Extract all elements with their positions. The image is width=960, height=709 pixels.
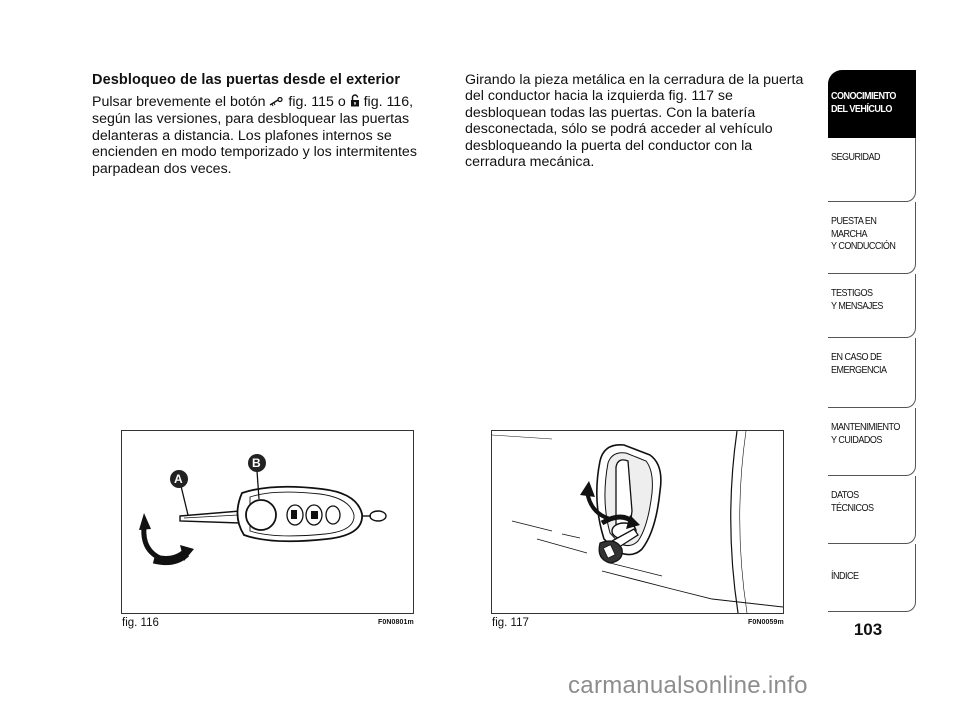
unlock-text-2: fig. 115 o <box>284 94 350 110</box>
tab-datos-tecnicos[interactable] <box>828 476 916 544</box>
section-heading: Desbloqueo de las puertas desde el exterior <box>92 72 401 88</box>
unlock-text-3: fig. 116, según las versiones, para desbloquear las puertas delanteras a distancia. Los plafones internos se encienden en modo temporizado y los intermitentes parpadean dos veces. <box>92 94 417 177</box>
unlock-key-icon <box>269 95 284 111</box>
figure-116-code: F0N0801m <box>378 619 414 626</box>
label-a: A <box>174 472 183 486</box>
door-lock-drawing <box>492 431 783 613</box>
tab-seguridad[interactable] <box>828 138 916 202</box>
tab-label: TESTIGOS Y MENSAJES <box>831 287 883 312</box>
figure-117-caption: fig. 117 <box>492 617 529 629</box>
tab-label: CONOCIMIENTO DEL VEHÍCULO <box>831 90 896 115</box>
tab-mantenimiento-y-cuidados[interactable] <box>828 408 916 476</box>
chapter-sidebar <box>828 70 916 612</box>
tab-label: SEGURIDAD <box>831 151 881 163</box>
tab-label: EN CASO DE EMERGENCIA <box>831 351 887 376</box>
left-column <box>92 72 432 177</box>
watermark: carmanualsonline.info <box>568 672 808 699</box>
unlock-paragraph <box>92 94 432 177</box>
padlock-open-icon <box>350 94 360 111</box>
tab-label: MANTENIMIENTO Y CUIDADOS <box>831 421 900 446</box>
tab-puesta-en-marcha[interactable] <box>828 202 916 274</box>
right-column <box>465 72 810 170</box>
figure-117-door-lock-illustration <box>491 430 784 614</box>
tab-en-caso-de-emergencia[interactable] <box>828 338 916 408</box>
unlock-text-1: Pulsar brevemente el botón <box>92 94 270 110</box>
label-b: B <box>252 456 261 470</box>
figure-117-code: F0N0059m <box>748 619 784 626</box>
figure-116-caption: fig. 116 <box>122 617 159 629</box>
mechanical-lock-paragraph: Girando la pieza metálica en la cerradura de la puerta del conductor hacia la izquierda fig. 117 se desbloquean todas las puertas. Con la batería desconectada, sólo se podrá acceder al vehículo desbloqueando la puerta del conductor con la cerradura mecánica. <box>465 72 804 171</box>
page-number: 103 <box>853 620 883 639</box>
figure-116-key-illustration <box>121 430 414 614</box>
tab-label: ÍNDICE <box>831 570 859 582</box>
tab-conocimiento-del-vehiculo[interactable] <box>828 70 916 138</box>
flip-key-drawing <box>122 431 413 613</box>
tab-label: PUESTA EN MARCHA Y CONDUCCIÓN <box>831 215 896 252</box>
tab-label: DATOS TÉCNICOS <box>831 489 874 514</box>
tab-testigos-y-mensajes[interactable] <box>828 274 916 338</box>
tab-indice[interactable] <box>828 544 916 612</box>
